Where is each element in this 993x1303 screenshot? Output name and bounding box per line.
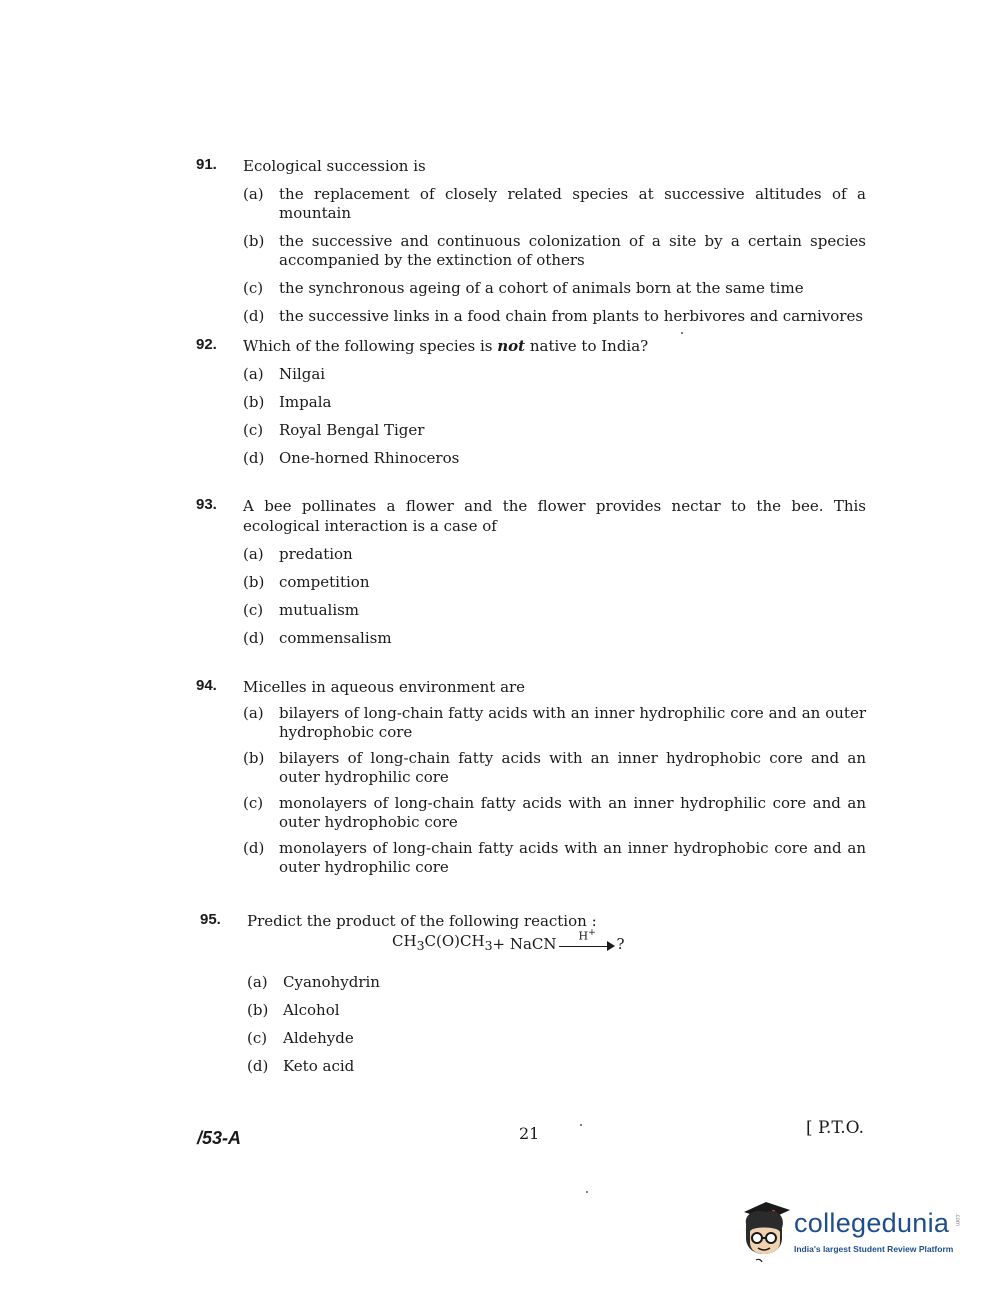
option-d — [243, 307, 866, 326]
option-text: commensalism — [279, 629, 392, 647]
option-a — [243, 185, 866, 223]
option-d — [243, 449, 866, 468]
reaction-equation — [392, 927, 625, 953]
option-text: the successive and continuous colonization of a site by a certain species accompanied by the extinction of others — [279, 232, 866, 269]
option-text: the replacement of closely related species at successive altitudes of a mountain — [279, 185, 866, 222]
option-b — [243, 749, 866, 787]
question-text: Predict the product of the following reaction : — [247, 912, 597, 930]
question-number: 94. — [196, 677, 217, 694]
question-number: 92. — [196, 336, 217, 353]
option-text: the successive links in a food chain from plants to herbivores and carnivores — [279, 307, 864, 325]
option-label: (b) — [243, 393, 265, 411]
option-label: (d) — [243, 307, 265, 325]
paper-code: /53-A — [197, 1128, 242, 1148]
question-text: A bee pollinates a flower and the flower provides nectar to the bee. This ecological interaction is a case of — [243, 497, 866, 535]
option-text: competition — [279, 573, 370, 591]
option-text: predation — [279, 545, 353, 563]
question-92 — [196, 336, 866, 468]
option-b — [243, 232, 866, 270]
question-text: Micelles in aqueous environment are — [243, 678, 526, 696]
option-label: (b) — [243, 232, 265, 250]
option-d — [243, 629, 866, 648]
option-a — [247, 973, 870, 992]
option-c — [243, 421, 866, 440]
option-label: (a) — [243, 704, 264, 722]
option-label: (d) — [243, 449, 265, 467]
option-b — [247, 1001, 870, 1020]
option-c — [247, 1029, 870, 1048]
reactant-ch3: $CH_3$ — [392, 932, 425, 953]
option-label: (c) — [243, 794, 264, 812]
option-text: Nilgai — [279, 365, 326, 383]
option-b — [243, 573, 866, 592]
option-label: (b) — [243, 749, 265, 767]
option-text: Impala — [279, 393, 332, 411]
option-text: bilayers of long-chain fatty acids with an inner hydrophobic core and an outer hydrophilic core — [279, 749, 866, 786]
option-label: (a) — [243, 365, 264, 383]
option-label: (b) — [247, 1001, 269, 1019]
option-label: (c) — [243, 601, 264, 619]
mascot-icon — [736, 1194, 794, 1264]
option-label: (d) — [247, 1057, 269, 1075]
option-text: bilayers of long-chain fatty acids with an inner hydrophilic core and an outer hydrophobic core — [279, 704, 866, 741]
option-text: Royal Bengal Tiger — [279, 421, 425, 439]
option-text: Keto acid — [283, 1057, 355, 1075]
option-text: mutualism — [279, 601, 360, 619]
question-93 — [196, 496, 866, 648]
option-label: (d) — [243, 629, 265, 647]
option-label: (c) — [243, 279, 264, 297]
question-number: 95. — [200, 911, 221, 928]
reactant-nacn: + NaCN — [492, 935, 557, 953]
option-a — [243, 365, 866, 384]
scan-speck — [586, 1191, 588, 1193]
question-94 — [196, 677, 866, 877]
option-c — [243, 279, 866, 298]
scan-speck — [681, 332, 683, 334]
option-text: monolayers of long-chain fatty acids with an inner hydrophobic core and an outer hydrophilic core — [279, 839, 866, 876]
option-label: (a) — [247, 973, 268, 991]
question-91 — [196, 156, 866, 326]
page-number: 21 — [519, 1124, 540, 1143]
question-text: Ecological succession is — [243, 157, 426, 175]
catalyst: H+ — [578, 927, 596, 943]
pto-label: [ P.T.O. — [806, 1118, 865, 1138]
option-d — [247, 1057, 870, 1076]
option-label: (a) — [243, 185, 264, 203]
scan-speck — [580, 1124, 582, 1126]
option-b — [243, 393, 866, 412]
option-d — [243, 839, 866, 877]
question-number: 93. — [196, 496, 217, 513]
brand-tagline: India's largest Student Review Platform — [794, 1244, 954, 1254]
collegedunia-logo — [736, 1194, 962, 1264]
option-text: One-horned Rhinoceros — [279, 449, 460, 467]
option-label: (a) — [243, 545, 264, 563]
option-text: Alcohol — [283, 1001, 340, 1019]
option-text: the synchronous ageing of a cohort of animals born at the same time — [279, 279, 804, 297]
option-label: (b) — [243, 573, 265, 591]
reaction-arrow-icon — [559, 927, 615, 953]
option-a — [243, 704, 866, 742]
option-label: (c) — [243, 421, 264, 439]
option-text: Cyanohydrin — [283, 973, 380, 991]
brand-com: .com — [954, 1213, 960, 1227]
option-text: Aldehyde — [283, 1029, 354, 1047]
product: ? — [616, 935, 625, 953]
brand-name: collegedunia — [794, 1208, 950, 1238]
option-label: (c) — [247, 1029, 268, 1047]
option-c — [243, 601, 866, 620]
option-text: monolayers of long-chain fatty acids with an inner hydrophilic core and an outer hydrophobic core — [279, 794, 866, 831]
question-text: Which of the following species is not native to India? — [243, 337, 649, 355]
option-a — [243, 545, 866, 564]
emphasis-not: not — [497, 337, 526, 355]
question-number: 91. — [196, 156, 217, 173]
option-c — [243, 794, 866, 832]
reactant-coch3: $C(O)CH_3$ — [424, 932, 493, 953]
option-label: (d) — [243, 839, 265, 857]
